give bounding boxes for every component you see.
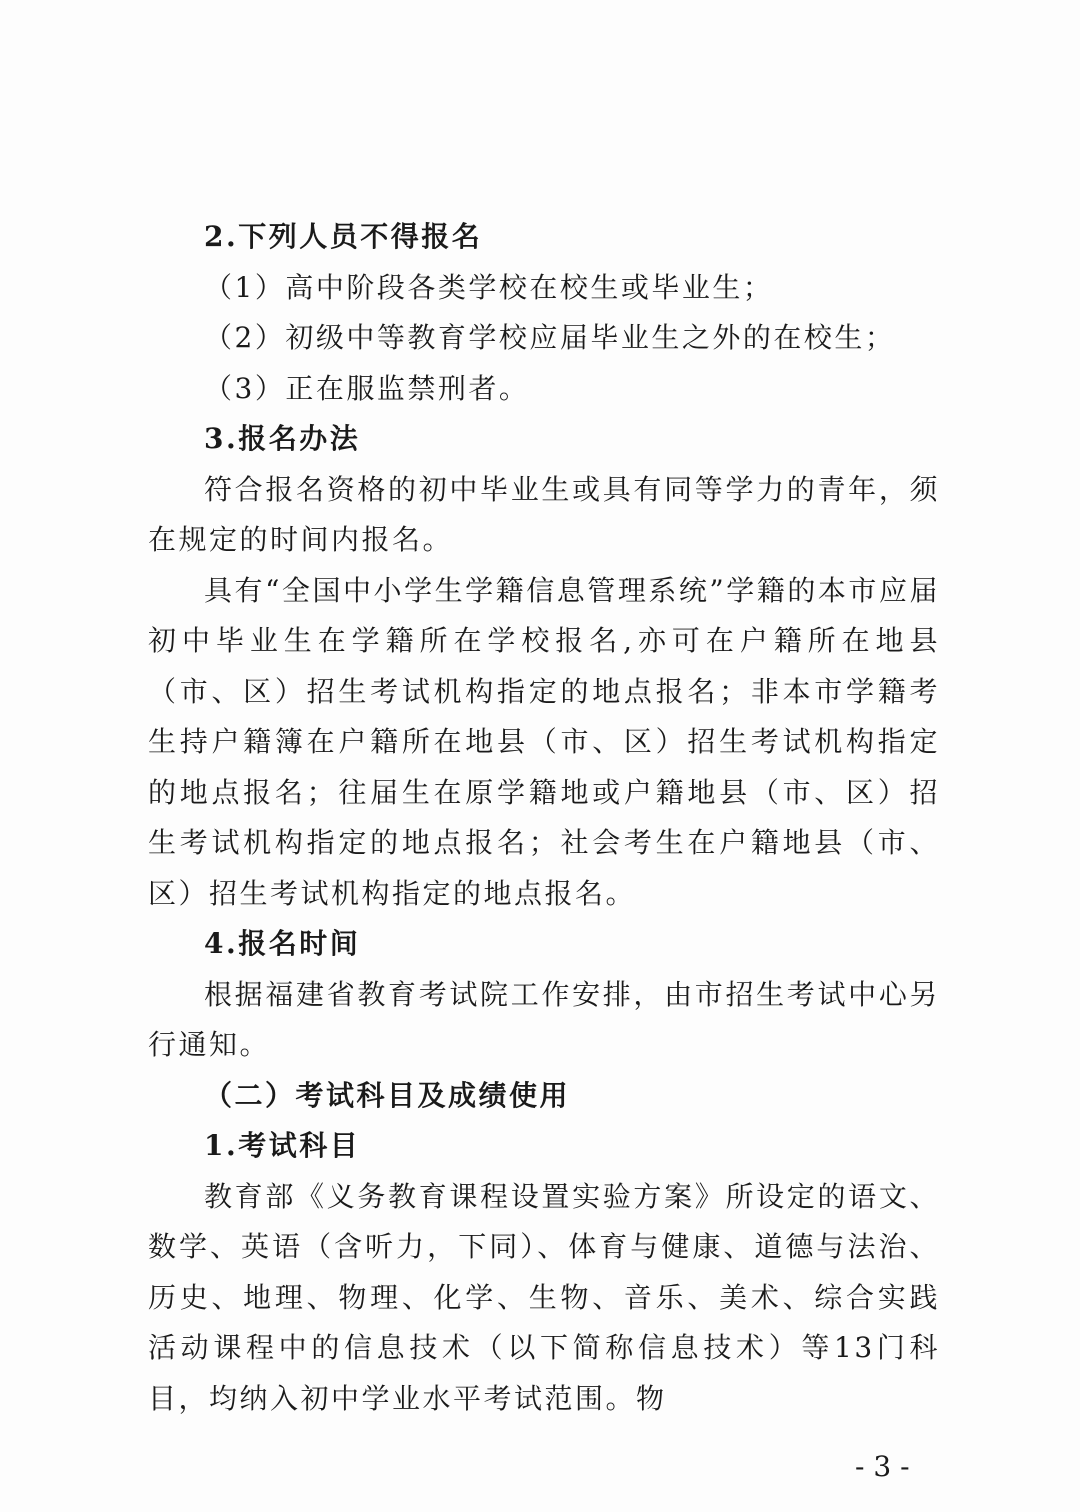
section-heading-not-eligible: 2.下列人员不得报名 [204, 220, 483, 253]
paragraph-registration-locations: 具有“全国中小学生学籍信息管理系统”学籍的本市应届初中毕业生在学籍所在学校报名,亦可在户籍所在地县（市、区）招生考试机构指定的地点报名；非本市学籍考生持户籍簿在户籍所在地县（市、区）招生考试机构指定的地点报名；往届生在原学籍地或户籍地县（市、区）招生考试机构指定的地点报名；社会考生在户籍地县（市、区）招生考试机构指定的地点报名。 [148, 573, 940, 910]
paragraph-registration-eligibility: 符合报名资格的初中毕业生或具有同等学力的青年，须在规定的时间内报名。 [148, 472, 940, 556]
page-number: - 3 - [855, 1450, 910, 1483]
list-item-3: （3）正在服监禁刑者。 [204, 371, 530, 405]
part-heading-exam-subjects: （二）考试科目及成绩使用 [204, 1078, 571, 1112]
section-heading-registration-time: 4.报名时间 [204, 927, 361, 960]
subsection-heading-exam-subjects: 1.考试科目 [204, 1129, 361, 1162]
paragraph-exam-subjects: 教育部《义务教育课程设置实验方案》所设定的语文、数学、英语（含听力，下同）、体育与健康、道德与法治、历史、地理、物理、化学、生物、音乐、美术、综合实践活动课程中的信息技术（以下简称信息技术）等13门科目，均纳入初中学业水平考试范围。物 [148, 1179, 940, 1415]
list-item-2: （2）初级中等教育学校应届毕业生之外的在校生； [204, 321, 896, 354]
document-body [148, 212, 940, 1424]
paragraph-registration-time: 根据福建省教育考试院工作安排，由市招生考试中心另行通知。 [148, 977, 940, 1061]
list-item-1: （1）高中阶段各类学校在校生或毕业生； [204, 270, 774, 304]
section-heading-registration-method: 3.报名办法 [204, 422, 361, 455]
